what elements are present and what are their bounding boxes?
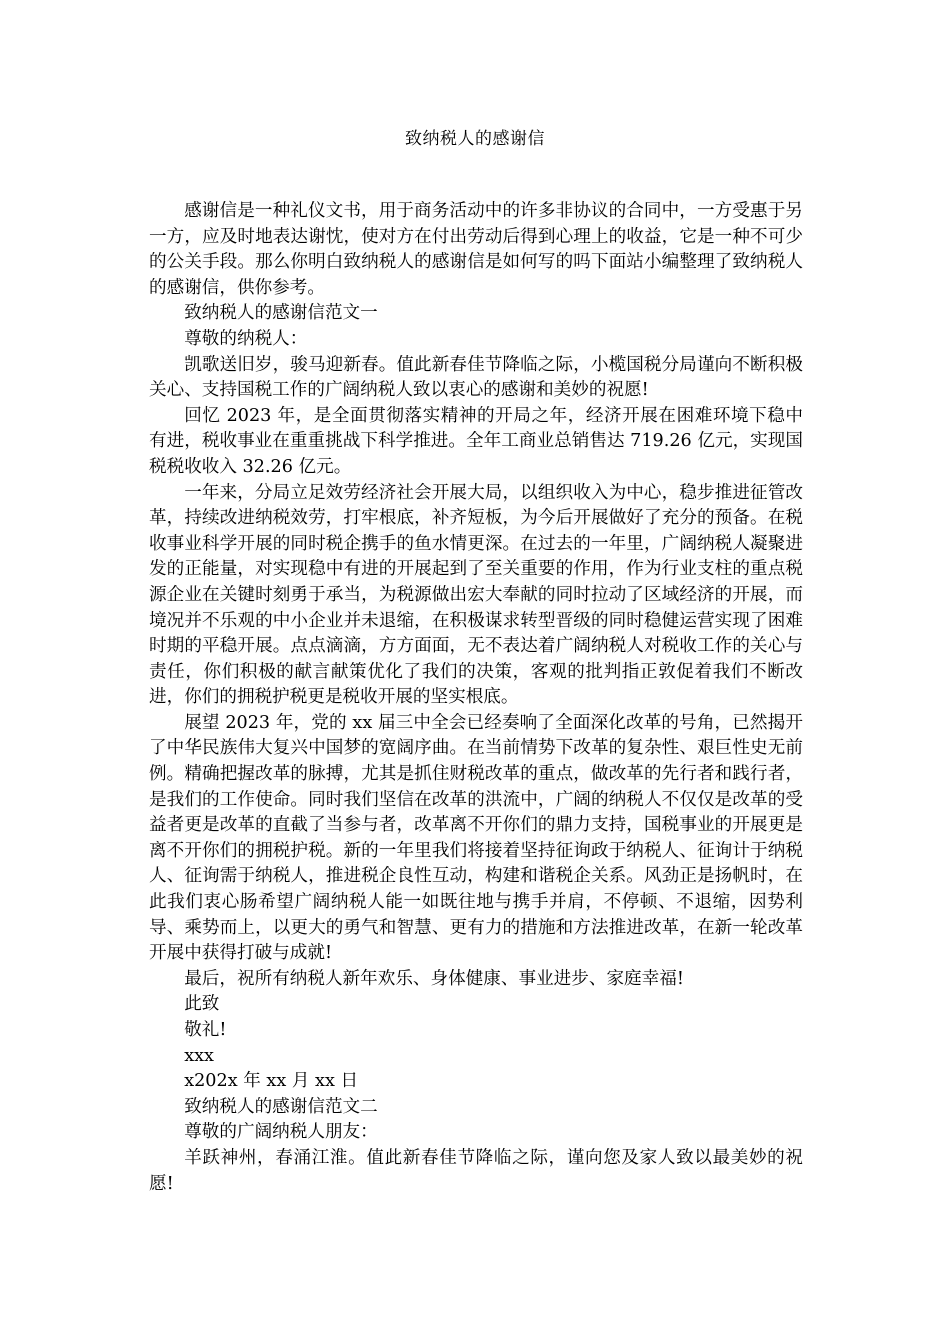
body-paragraph: 一年来，分局立足效劳经济社会开展大局，以组织收入为中心，稳步推进征管改革，持续改进纳税效劳，打牢根底，补齐短板，为今后开展做好了充分的预备。在税收事业科学开展的同时税企携手的鱼水情更深。在过去的一年里，广阔纳税人凝聚进发的正能量，对实现稳中有进的开展起到了至关重要的作用，作为行业支柱的重点税源企业在关键时刻勇于承当，为税源做出宏大奉献的同时拉动了区域经济的开展，而境况并不乐观的中小企业并未退缩，在积极谋求转型晋级的同时稳健运营实现了困难时期的平稳开展。点点滴滴，方方面面，无不表达着广阔纳税人对税收工作的关心与责任，你们积极的献言献策优化了我们的决策，客观的批判指正敦促着我们不断改进，你们的拥税护税更是税收开展的坚实根底。 <box>149 482 803 708</box>
closing-ci-zhi: 此致 <box>184 994 220 1015</box>
body-paragraph: 羊跃神州，春涌江淮。值此新春佳节降临之际，谨向您及家人致以最美妙的祝愿! <box>149 1147 803 1194</box>
letter-body <box>149 199 803 1197</box>
body-paragraph: 凯歌送旧岁，骏马迎新春。值此新春佳节降临之际，小榄国税分局谨向不断积极关心、支持国税工作的广阔纳税人致以衷心的感谢和美妙的祝愿! <box>149 354 803 401</box>
salutation: 尊敬的广阔纳税人朋友： <box>184 1122 378 1143</box>
salutation: 尊敬的纳税人： <box>184 328 308 349</box>
date-line: x202x 年 xx 月 xx 日 <box>184 1071 359 1092</box>
section-heading-sample-one: 致纳税人的感谢信范文一 <box>184 303 378 324</box>
section-heading-sample-two: 致纳税人的感谢信范文二 <box>184 1096 378 1117</box>
closing-jing-li: 敬礼! <box>184 1020 227 1040</box>
signature: xxx <box>184 1045 214 1066</box>
closing-wishes: 最后，祝所有纳税人新年欢乐、身体健康、事业进步、家庭幸福! <box>184 968 684 989</box>
body-paragraph: 回忆 2023 年，是全面贯彻落实精神的开局之年，经济开展在困难环境下稳中有进，税收事业在重重挑战下科学推进。全年工商业总销售达 719.26 亿元，实现国税税收收入 32.26 亿元。 <box>149 405 803 477</box>
page-title: 致纳税人的感谢信 <box>405 129 545 149</box>
intro-paragraph: 感谢信是一种礼仪文书，用于商务活动中的许多非协议的合同中，一方受惠于另一方，应及时地表达谢忱，使对方在付出劳动后得到心理上的收益，它是一种不可少的公关手段。那么你明白致纳税人的感谢信是如何写的吗下面站小编整理了致纳税人的感谢信，供你参考。 <box>149 201 803 298</box>
body-paragraph: 展望 2023 年，党的 xx 届三中全会已经奏响了全面深化改革的号角，已然揭开了中华民族伟大复兴中国梦的宽阔序曲。在当前情势下改革的复杂性、艰巨性史无前例。精确把握改革的脉搏，尤其是抓住财税改革的重点，做改革的先行者和践行者，是我们的工作使命。同时我们坚信在改革的洪流中，广阔的纳税人不仅仅是改革的受益者更是改革的直截了当参与者，改革离不开你们的鼎力支持，国税事业的开展更是离不开你们的拥税护税。新的一年里我们将接着坚持征询政于纳税人、征询计于纳税人、征询需于纳税人，推进税企良性互动，构建和谐税企关系。风劲正是扬帆时，在此我们衷心肠希望广阔纳税人能一如既往地与携手并肩，不停顿、不退缩，因势利导、乘势而上，以更大的勇气和智慧、更有力的措施和方法推进改革，在新一轮改革开展中获得打破与成就! <box>149 712 803 964</box>
